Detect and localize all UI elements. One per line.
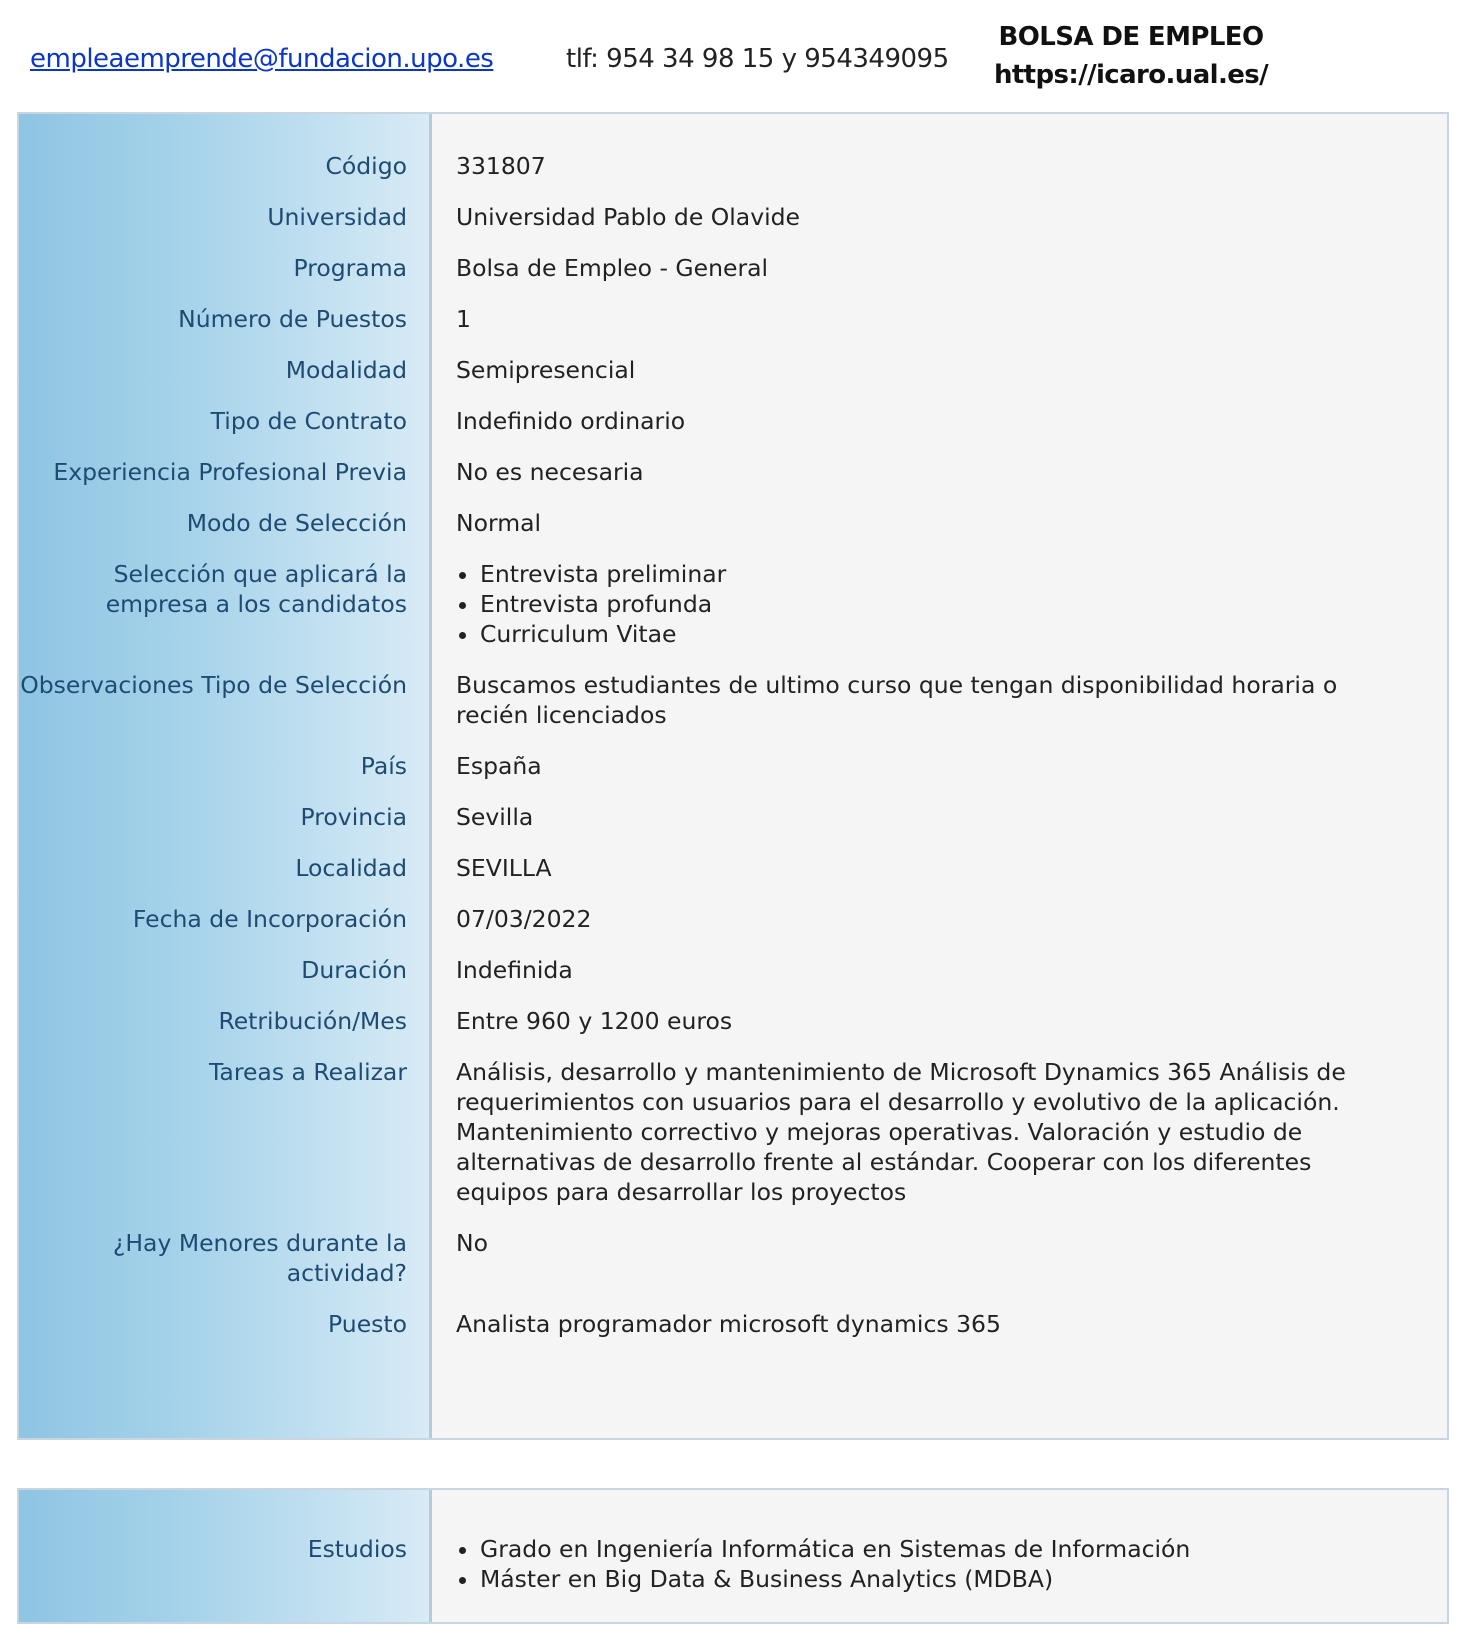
- field-value: Indefinida: [456, 956, 573, 984]
- contact-phone: tlf: 954 34 98 15 y 954349095: [566, 44, 949, 74]
- offer-row: [19, 151, 1447, 181]
- field-value: No es necesaria: [456, 458, 644, 486]
- offer-row: [19, 406, 1447, 436]
- field-value: Buscamos estudiantes de ultimo curso que tengan disponibilidad horaria o recién licenciados: [456, 671, 1338, 729]
- field-value: Universidad Pablo de Olavide: [456, 203, 801, 231]
- offer-row: [19, 955, 1447, 985]
- page-header: [0, 0, 1468, 110]
- field-value: 07/03/2022: [456, 905, 592, 933]
- field-label: Fecha de Incorporación: [132, 905, 407, 933]
- field-value: Semipresencial: [456, 356, 636, 384]
- field-value: Análisis, desarrollo y mantenimiento de Microsoft Dynamics 365 Análisis de requerimientos con usuarios para el desarrollo y evolutivo de la aplicación. Mantenimiento correctivo y mejoras operativas. Valoración y estudio de alternativas de desarrollo frente al estándar. Cooperar con los diferentes equipos para desarrollar los proyectos: [456, 1058, 1346, 1206]
- field-label: Modalidad: [285, 356, 407, 384]
- bolsa-block: [986, 18, 1276, 94]
- offer-row: [19, 1006, 1447, 1036]
- field-label: Tipo de Contrato: [210, 407, 407, 435]
- field-label: Duración: [301, 956, 407, 984]
- offer-row: [19, 1228, 1447, 1288]
- field-label: ¿Hay Menores durante la actividad?: [112, 1229, 407, 1287]
- field-value-list: [456, 559, 1376, 649]
- studies-item: • Grado en Ingeniería Informática en Sistemas de Información: [480, 1534, 1376, 1564]
- field-label: Experiencia Profesional Previa: [53, 458, 407, 486]
- field-label: Observaciones Tipo de Selección: [20, 671, 407, 699]
- offer-row: [19, 802, 1447, 832]
- field-value: Entre 960 y 1200 euros: [456, 1007, 733, 1035]
- field-value: Sevilla: [456, 803, 534, 831]
- field-value: No: [456, 1229, 488, 1257]
- contact-email-link[interactable]: empleaemprende@fundacion.upo.es: [30, 44, 494, 74]
- field-label: Tareas a Realizar: [208, 1058, 407, 1086]
- field-label: Puesto: [328, 1310, 407, 1338]
- field-value: 331807: [456, 152, 546, 180]
- studies-row: [19, 1490, 1447, 1594]
- field-value: Normal: [456, 509, 542, 537]
- studies-list: [456, 1534, 1376, 1594]
- field-value: 1: [456, 305, 471, 333]
- studies-item: • Máster en Big Data & Business Analytics (MDBA): [480, 1564, 1376, 1594]
- offer-row: [19, 1057, 1447, 1207]
- offer-row: [19, 508, 1447, 538]
- field-value: [456, 559, 1376, 649]
- field-value-item: • Entrevista profunda: [480, 589, 1376, 619]
- field-value: Analista programador microsoft dynamics 365: [456, 1310, 1001, 1338]
- offer-row: [19, 457, 1447, 487]
- field-label: Universidad: [267, 203, 407, 231]
- offer-row: [19, 202, 1447, 232]
- offer-row: [19, 751, 1447, 781]
- offer-row: [19, 355, 1447, 385]
- offer-row: [19, 1309, 1447, 1339]
- offer-row: [19, 304, 1447, 334]
- field-value: Indefinido ordinario: [456, 407, 686, 435]
- studies-value: [456, 1534, 1376, 1594]
- bolsa-url: https://icaro.ual.es/: [993, 60, 1269, 90]
- offer-row: [19, 559, 1447, 649]
- field-label: Provincia: [300, 803, 407, 831]
- field-label: Selección que aplicará la empresa a los candidatos: [105, 560, 407, 618]
- field-value: Bolsa de Empleo - General: [456, 254, 769, 282]
- offer-row: [19, 670, 1447, 730]
- field-label: Programa: [293, 254, 407, 282]
- field-value-item: • Curriculum Vitae: [480, 619, 1376, 649]
- field-value: SEVILLA: [456, 854, 552, 882]
- field-label: Modo de Selección: [186, 509, 407, 537]
- field-label: Localidad: [295, 854, 407, 882]
- studies-panel: [17, 1488, 1449, 1624]
- bolsa-title: BOLSA DE EMPLEO: [998, 22, 1264, 52]
- offer-row: [19, 253, 1447, 283]
- field-label: Número de Puestos: [178, 305, 407, 333]
- field-label: País: [360, 752, 407, 780]
- offer-row: [19, 904, 1447, 934]
- offer-details-panel: [17, 112, 1449, 1440]
- field-value: España: [456, 752, 542, 780]
- studies-label: Estudios: [307, 1535, 407, 1563]
- offer-row: [19, 853, 1447, 883]
- field-label: Código: [325, 152, 407, 180]
- field-value-item: • Entrevista preliminar: [480, 559, 1376, 589]
- field-label: Retribución/Mes: [218, 1007, 407, 1035]
